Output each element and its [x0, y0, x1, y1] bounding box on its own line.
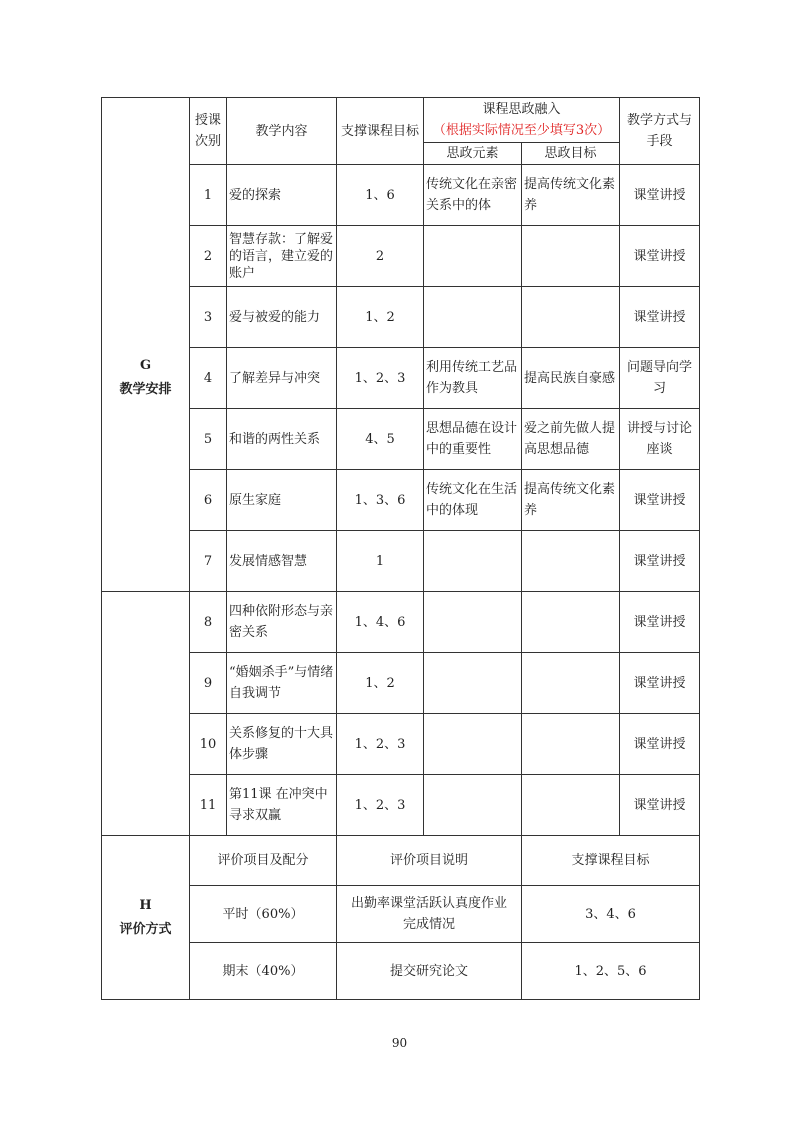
- row-element: [424, 226, 522, 287]
- table-row: [102, 775, 700, 836]
- row-method: 讲授与讨论座谈: [620, 409, 700, 470]
- row-objective: 爱之前先做人提高思想品德: [522, 409, 620, 470]
- row-num: 7: [190, 531, 227, 592]
- row-goal: 1、4、6: [337, 592, 424, 653]
- eval-header-item: 评价项目及配分: [190, 836, 337, 886]
- row-content: “婚姻杀手”与情绪自我调节: [227, 653, 337, 714]
- row-method: 课堂讲授: [620, 287, 700, 348]
- eval-desc: 提交研究论文: [337, 943, 522, 1000]
- course-table: [101, 97, 700, 1000]
- header-session: [190, 98, 227, 165]
- section-h-code: H: [139, 897, 152, 913]
- table-row: [102, 409, 700, 470]
- section-h-label: 评价方式: [119, 921, 172, 937]
- row-content: 爱与被爱的能力: [227, 287, 337, 348]
- row-goal: 1: [337, 531, 424, 592]
- eval-item: 期末（40%）: [190, 943, 337, 1000]
- table-row: [102, 165, 700, 226]
- row-goal: 1、6: [337, 165, 424, 226]
- row-goal: 4、5: [337, 409, 424, 470]
- header-element: [424, 143, 522, 165]
- section-g-spacer: [102, 98, 190, 143]
- row-objective: 提高传统文化素养: [522, 165, 620, 226]
- eval-goal: 3、4、6: [522, 886, 700, 943]
- table-row: [102, 470, 700, 531]
- row-num: 9: [190, 653, 227, 714]
- row-goal: 2: [337, 226, 424, 287]
- section-g-continued-cell: [102, 592, 190, 836]
- table-row: [102, 226, 700, 287]
- header-method: [620, 98, 700, 165]
- section-g-cell: [102, 165, 190, 592]
- header-ideology-note: （根据实际情况至少填写3次）: [432, 123, 611, 138]
- header-session-label: 授课次别: [194, 113, 221, 149]
- row-objective: [522, 531, 620, 592]
- row-objective: [522, 226, 620, 287]
- eval-goal: 1、2、5、6: [522, 943, 700, 1000]
- eval-row: [102, 943, 700, 1000]
- header-content-label: 教学内容: [255, 123, 308, 139]
- eval-item: 平时（60%）: [190, 886, 337, 943]
- row-objective: [522, 714, 620, 775]
- row-num: 4: [190, 348, 227, 409]
- row-content: 了解差异与冲突: [227, 348, 337, 409]
- row-method: 课堂讲授: [620, 714, 700, 775]
- header-element-label: 思政元素: [446, 146, 499, 161]
- row-num: 8: [190, 592, 227, 653]
- header-goal: [337, 98, 424, 165]
- row-num: 1: [190, 165, 227, 226]
- row-method: 问题导向学习: [620, 348, 700, 409]
- row-num: 5: [190, 409, 227, 470]
- eval-row: [102, 886, 700, 943]
- row-element: 思想品德在设计中的重要性: [424, 409, 522, 470]
- row-goal: 1、2、3: [337, 348, 424, 409]
- row-element: [424, 653, 522, 714]
- header-method-label: 教学方式与手段: [626, 113, 692, 149]
- row-method: 课堂讲授: [620, 592, 700, 653]
- row-content: 爱的探索: [227, 165, 337, 226]
- row-method: 课堂讲授: [620, 531, 700, 592]
- row-element: 传统文化在生活中的体现: [424, 470, 522, 531]
- header-goal-label: 支撑课程目标: [340, 123, 419, 139]
- row-objective: 提高传统文化素养: [522, 470, 620, 531]
- header-ideology: [424, 98, 620, 143]
- row-element: 传统文化在亲密关系中的体: [424, 165, 522, 226]
- row-method: 课堂讲授: [620, 226, 700, 287]
- row-content: 原生家庭: [227, 470, 337, 531]
- row-objective: [522, 287, 620, 348]
- table-row: [102, 653, 700, 714]
- row-num: 3: [190, 287, 227, 348]
- table-row: [102, 531, 700, 592]
- row-goal: 1、2、3: [337, 775, 424, 836]
- table-header-row: [102, 98, 700, 143]
- row-element: [424, 592, 522, 653]
- row-element: [424, 775, 522, 836]
- eval-header-row: [102, 836, 700, 886]
- row-element: 利用传统工艺品作为教具: [424, 348, 522, 409]
- row-objective: [522, 775, 620, 836]
- row-content: 第11课 在冲突中寻求双赢: [227, 775, 337, 836]
- row-num: 6: [190, 470, 227, 531]
- row-method: 课堂讲授: [620, 470, 700, 531]
- row-objective: [522, 653, 620, 714]
- section-g-spacer-2: [102, 143, 190, 165]
- header-objective-label: 思政目标: [544, 146, 597, 161]
- row-method: 课堂讲授: [620, 775, 700, 836]
- eval-desc: 出勤率课堂活跃认真度作业完成情况: [337, 886, 522, 943]
- eval-header-goal: 支撑课程目标: [522, 836, 700, 886]
- row-goal: 1、2: [337, 653, 424, 714]
- row-num: 10: [190, 714, 227, 775]
- header-objective: [522, 143, 620, 165]
- row-goal: 1、3、6: [337, 470, 424, 531]
- row-content: 智慧存款：了解爱的语言，建立爱的账户: [227, 226, 337, 287]
- row-goal: 1、2: [337, 287, 424, 348]
- section-g-label: 教学安排: [119, 381, 172, 397]
- row-content: 关系修复的十大具体步骤: [227, 714, 337, 775]
- row-element: [424, 714, 522, 775]
- row-num: 2: [190, 226, 227, 287]
- eval-header-desc: 评价项目说明: [337, 836, 522, 886]
- row-goal: 1、2、3: [337, 714, 424, 775]
- row-objective: [522, 592, 620, 653]
- row-objective: 提高民族自豪感: [522, 348, 620, 409]
- row-method: 课堂讲授: [620, 165, 700, 226]
- section-h-cell: [102, 836, 190, 1000]
- row-content: 发展情感智慧: [227, 531, 337, 592]
- table-row: [102, 592, 700, 653]
- table-row: [102, 714, 700, 775]
- page-number: 90: [391, 1036, 408, 1050]
- header-ideology-label: 课程思政融入: [482, 102, 561, 117]
- row-element: [424, 287, 522, 348]
- table-row: [102, 287, 700, 348]
- header-content: [227, 98, 337, 165]
- row-num: 11: [190, 775, 227, 836]
- row-content: 四种依附形态与亲密关系: [227, 592, 337, 653]
- row-method: 课堂讲授: [620, 653, 700, 714]
- section-g-code: G: [139, 357, 152, 373]
- row-content: 和谐的两性关系: [227, 409, 337, 470]
- row-element: [424, 531, 522, 592]
- table-row: [102, 348, 700, 409]
